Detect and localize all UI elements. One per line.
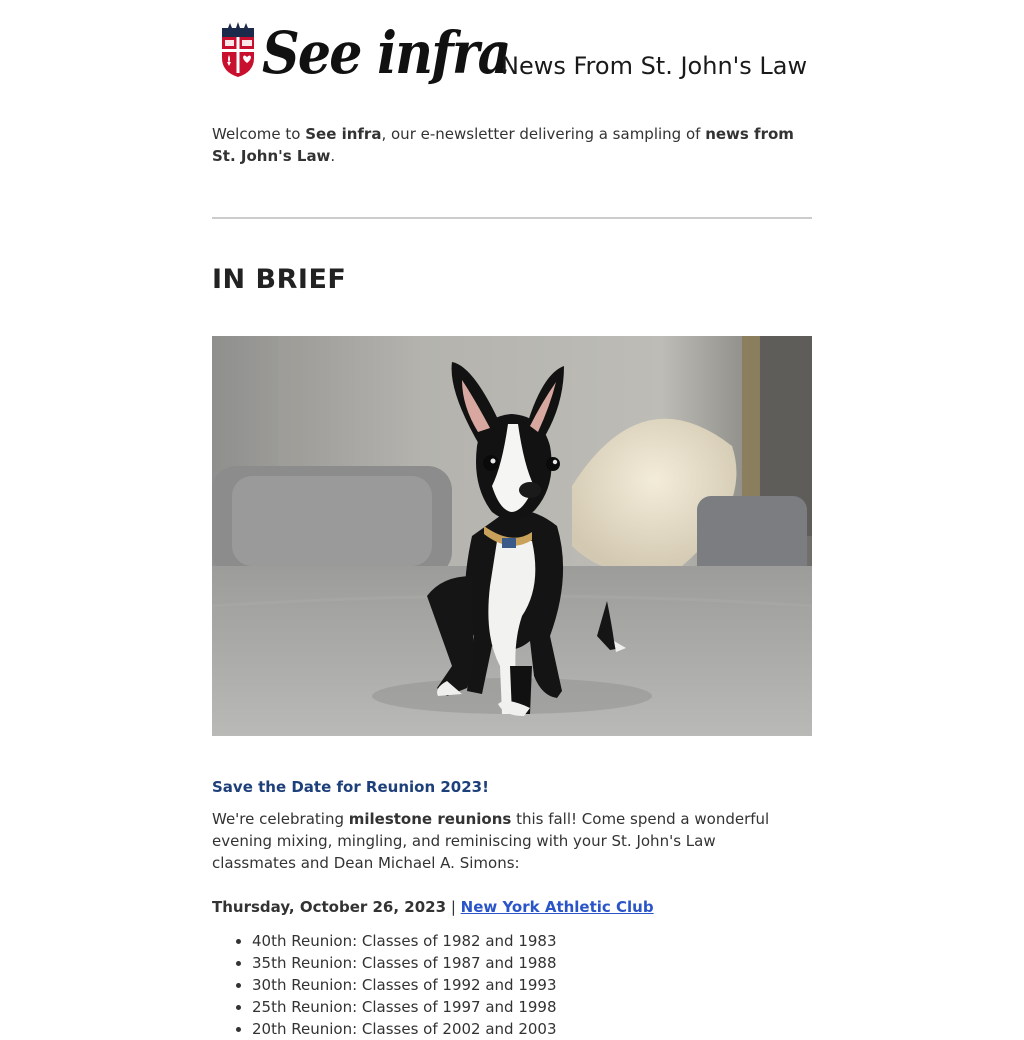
intro-middle-text: , our e-newsletter delivering a sampling of xyxy=(381,125,706,143)
intro-end-text: . xyxy=(330,147,336,165)
article-body-paragraph xyxy=(212,808,782,874)
newsletter-header xyxy=(212,0,812,100)
list-item: • 20th Reunion: Classes of 2002 and 2003 xyxy=(252,1018,557,1040)
st-johns-crest-logo xyxy=(220,22,256,78)
list-item: • 35th Reunion: Classes of 1987 and 1988 xyxy=(252,952,557,974)
intro-welcome-text: Welcome to xyxy=(212,125,306,143)
event-separator: | xyxy=(446,898,461,916)
list-item: • 25th Reunion: Classes of 1997 and 1998 xyxy=(252,996,557,1018)
newsletter-tagline: News From St. John's Law xyxy=(501,52,808,80)
section-divider xyxy=(212,217,812,219)
article-body-bold: milestone reunions xyxy=(348,810,512,828)
event-date: Thursday, October 26, 2023 xyxy=(212,898,447,916)
section-heading-in-brief: IN BRIEF xyxy=(212,264,347,295)
list-item: • 30th Reunion: Classes of 1992 and 1993 xyxy=(252,974,557,996)
newsletter-container xyxy=(212,0,812,1038)
event-details-line xyxy=(212,896,654,918)
list-item: • 40th Reunion: Classes of 1982 and 1983 xyxy=(252,930,557,952)
hero-photo-puppy xyxy=(212,336,812,736)
reunion-class-list xyxy=(212,930,557,1040)
intro-news-bold: news from St. John's Law xyxy=(212,125,794,165)
intro-brand-bold: See infra xyxy=(305,125,382,143)
event-venue-link[interactable]: New York Athletic Club xyxy=(460,898,654,916)
article-body-start: We're celebrating xyxy=(212,810,349,828)
article-title-reunion: Save the Date for Reunion 2023! xyxy=(212,778,489,796)
newsletter-brand-title: See infra xyxy=(262,19,510,87)
article-body-end: this fall! Come spend a wonderful evening mixing, mingling, and reminiscing with your St. John's Law classmates and Dean Michael A. Simons: xyxy=(212,810,770,872)
intro-paragraph xyxy=(212,123,812,167)
puppy-photo-illustration xyxy=(212,336,812,736)
